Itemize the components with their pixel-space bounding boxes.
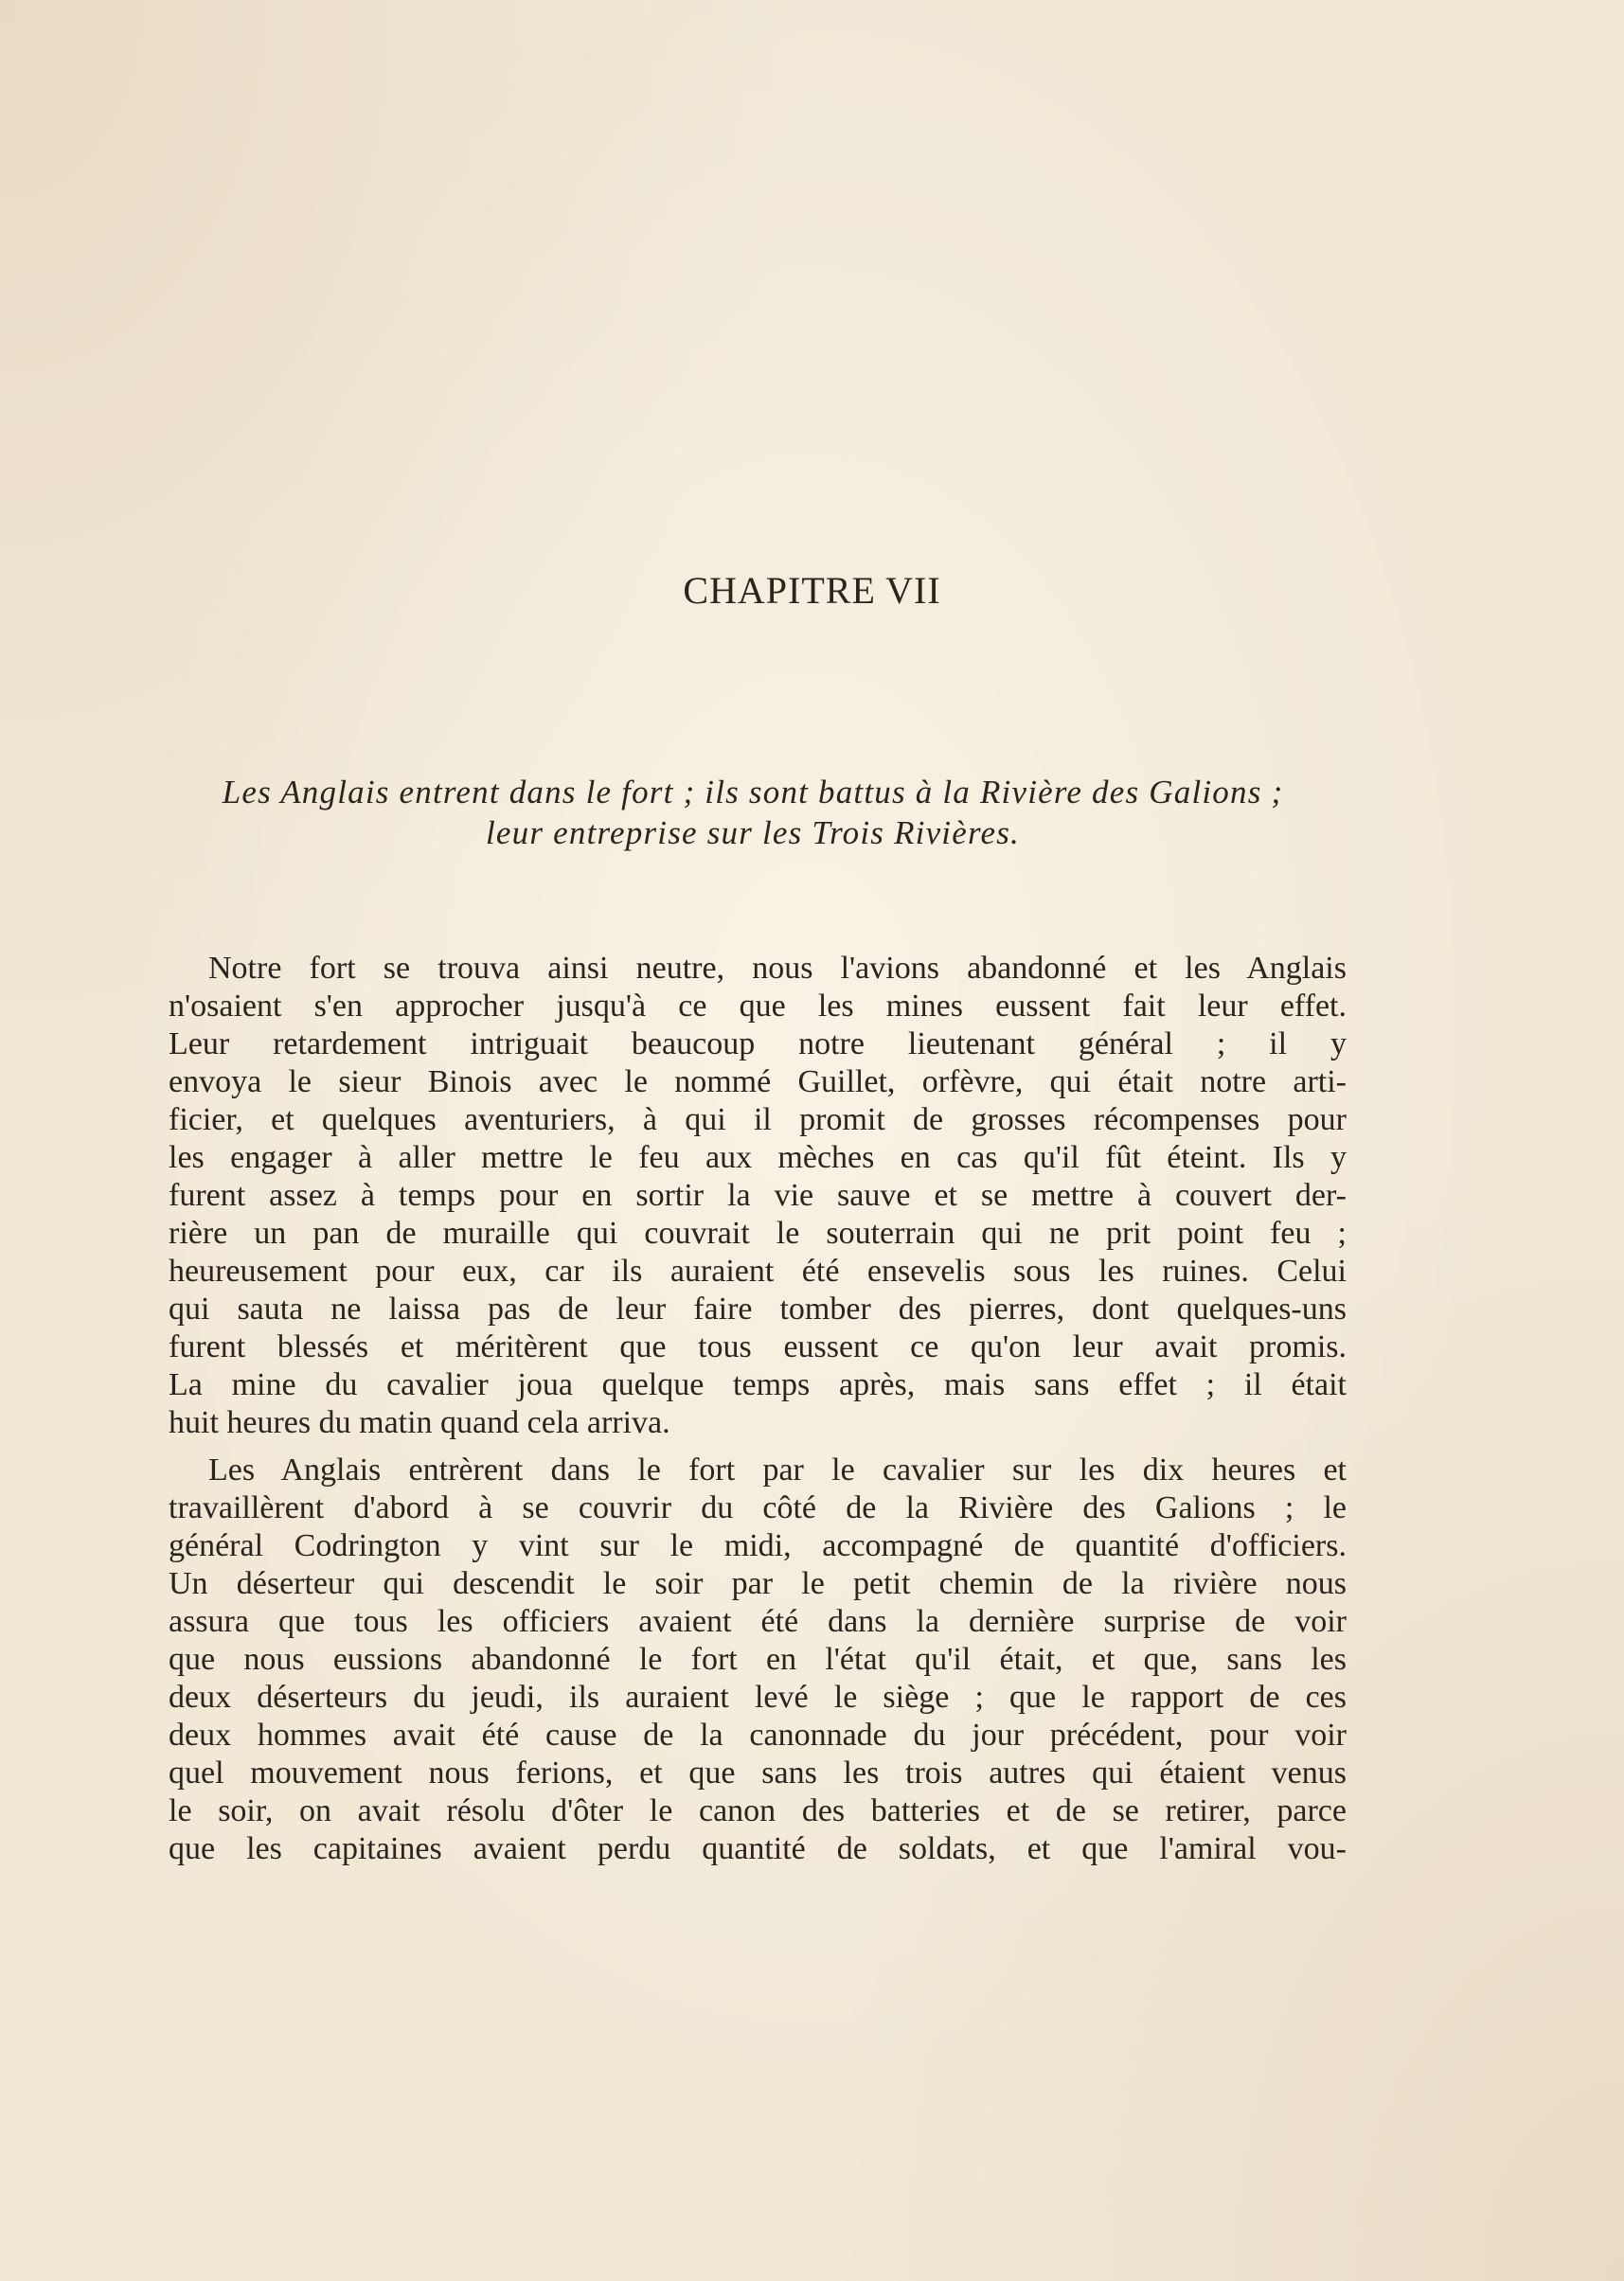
- text-line: ficier, et quelques aventuriers, à qui il promit de grosses récompenses pour: [169, 1102, 1347, 1137]
- paragraph: [169, 950, 1347, 1442]
- text-line: deux hommes avait été cause de la canonnade du jour précédent, pour voir: [169, 1718, 1347, 1753]
- text-line: que nous eussions abandonné le fort en l'état qu'il était, et que, sans les: [169, 1642, 1347, 1677]
- text-line: que les capitaines avaient perdu quantité de soldats, et que l'amiral vou-: [169, 1831, 1347, 1866]
- text-line: les engager à aller mettre le feu aux mèches en cas qu'il fût éteint. Ils y: [169, 1140, 1347, 1175]
- text-line: Leur retardement intriguait beaucoup notre lieutenant général ; il y: [169, 1026, 1347, 1061]
- paragraph: [169, 1452, 1347, 1868]
- subtitle-line: Les Anglais entrent dans le fort ; ils sont battus à la Rivière des Galions ;: [222, 774, 1284, 811]
- text-line: rière un pan de muraille qui couvrait le souterrain qui ne prit point feu ;: [169, 1216, 1347, 1251]
- text-line: Un déserteur qui descendit le soir par le petit chemin de la rivière nous: [169, 1566, 1347, 1601]
- text-line: deux déserteurs du jeudi, ils auraient levé le siège ; que le rapport de ces: [169, 1680, 1347, 1715]
- text-line: n'osaient s'en approcher jusqu'à ce que les mines eussent fait leur effet.: [169, 989, 1347, 1024]
- text-line: assura que tous les officiers avaient été dans la dernière surprise de voir: [169, 1604, 1347, 1639]
- text-line: heureusement pour eux, car ils auraient été ensevelis sous les ruines. Celui: [169, 1254, 1347, 1289]
- text-line: qui sauta ne laissa pas de leur faire tomber des pierres, dont quelques-uns: [169, 1292, 1347, 1327]
- text-line: Les Anglais entrèrent dans le fort par le cavalier sur les dix heures et: [208, 1452, 1347, 1488]
- text-line: Notre fort se trouva ainsi neutre, nous l'avions abandonné et les Anglais: [208, 951, 1347, 986]
- subtitle-line: leur entreprise sur les Trois Rivières.: [486, 814, 1020, 851]
- text-line: le soir, on avait résolu d'ôter le canon des batteries et de se retirer, parce: [169, 1793, 1347, 1828]
- text-line: travaillèrent d'abord à se couvrir du côté de la Rivière des Galions ; le: [169, 1490, 1347, 1525]
- text-line: furent assez à temps pour en sortir la vie sauve et se mettre à couvert der-: [169, 1178, 1347, 1213]
- body-text: [169, 950, 1347, 1868]
- chapter-subtitle: [152, 772, 1354, 853]
- text-line: général Codrington y vint sur le midi, accompagné de quantité d'officiers.: [169, 1528, 1347, 1563]
- text-line: quel mouvement nous ferions, et que sans les trois autres qui étaient venus: [169, 1755, 1347, 1791]
- text-line: La mine du cavalier joua quelque temps après, mais sans effet ; il était: [169, 1367, 1347, 1402]
- text-line: huit heures du matin quand cela arriva.: [169, 1405, 670, 1440]
- chapter-title: CHAPITRE VII: [683, 569, 941, 612]
- text-line: furent blessés et méritèrent que tous eussent ce qu'on leur avait promis.: [169, 1329, 1347, 1364]
- text-line: envoya le sieur Binois avec le nommé Guillet, orfèvre, qui était notre arti-: [169, 1064, 1347, 1099]
